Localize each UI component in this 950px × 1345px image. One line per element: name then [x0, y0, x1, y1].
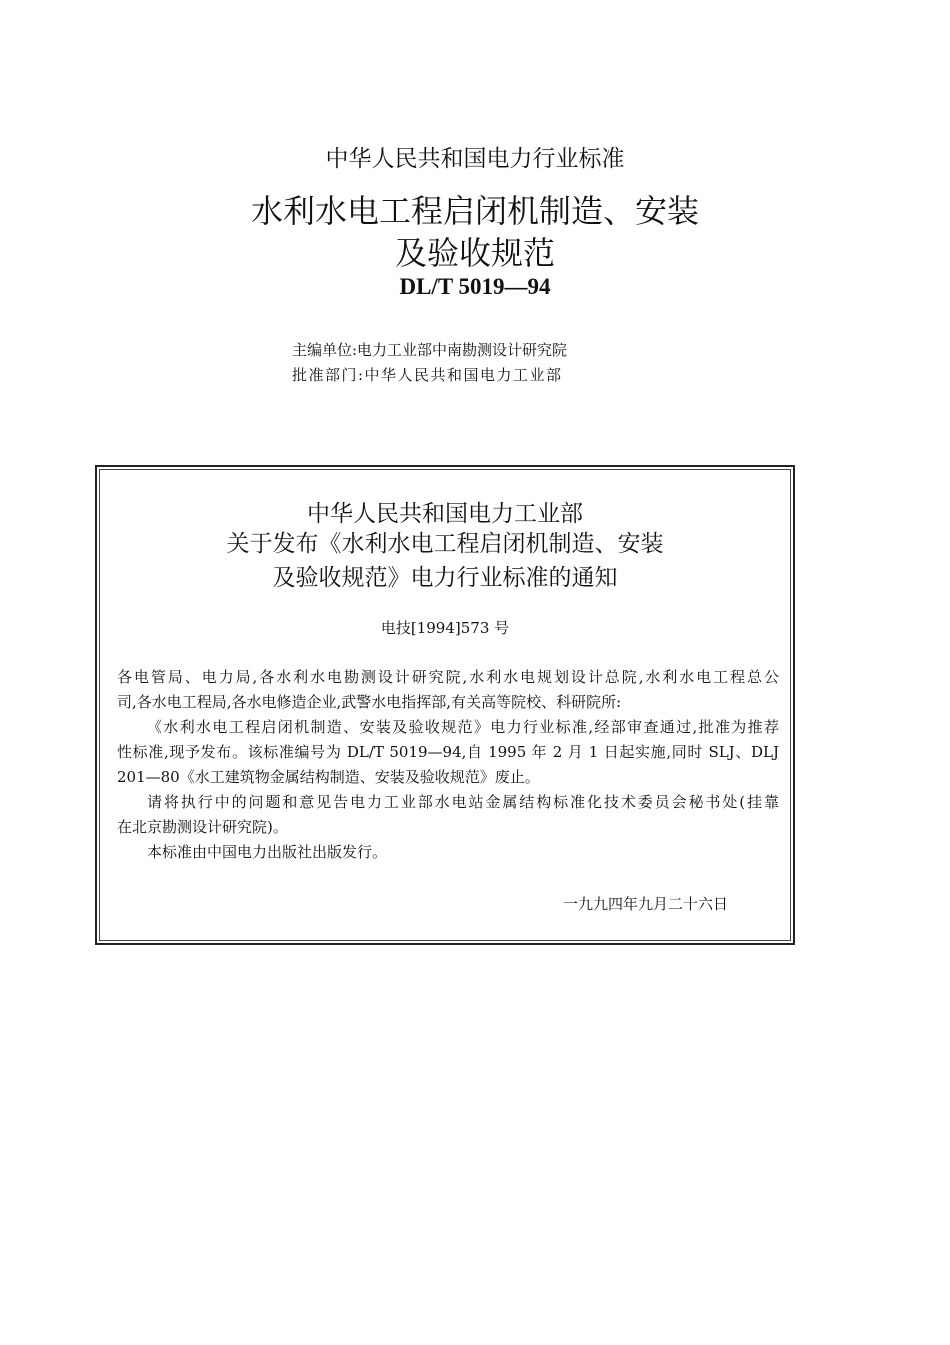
- standard-type: 中华人民共和国电力行业标准: [325, 146, 625, 172]
- notice-body-line: 本标准由中国电力出版社出版发行。: [147, 843, 388, 861]
- notice-body-line: 在北京勘测设计研究院)。: [117, 818, 288, 836]
- notice-body-line: 201—80《水工建筑物金属结构制造、安装及验收规范》废止。: [117, 768, 540, 786]
- notice-issuer: 中华人民共和国电力工业部: [307, 501, 583, 527]
- standard-code: DL/T 5019—94: [399, 274, 551, 299]
- standard-title-line-1: 水利水电工程启闭机制造、安装: [250, 192, 699, 230]
- notice-title-line-2: 及验收规范》电力行业标准的通知: [272, 565, 618, 591]
- notice-body-line: 性标准,现予发布。该标准编号为 DL/T 5019—94,自 1995 年 2 月 1 日起实施,同时 SLJ、DLJ: [117, 743, 779, 761]
- notice-date: 一九九四年九月二十六日: [563, 895, 729, 913]
- approving-department: 批准部门:中华人民共和国电力工业部: [292, 366, 563, 384]
- notice-body-line: 各电管局、电力局,各水利水电勘测设计研究院,水利水电规划设计总院,水利水电工程总公: [117, 668, 779, 686]
- notice-body-line: 请将执行中的问题和意见告电力工业部水电站金属结构标准化技术委员会秘书处(挂靠: [147, 793, 779, 811]
- notice-doc-number: 电技[1994]573 号: [380, 619, 510, 637]
- notice-body-line: 《水利水电工程启闭机制造、安装及验收规范》电力行业标准,经部审查通过,批准为推荐: [147, 718, 779, 736]
- notice-body-line: 司,各水电工程局,各水电修造企业,武警水电指挥部,有关高等院校、科研院所:: [117, 693, 622, 711]
- notice-box: [95, 465, 795, 945]
- standard-title-line-2: 及验收规范: [394, 234, 555, 272]
- editor-unit: 主编单位:电力工业部中南勘测设计研究院: [292, 341, 568, 359]
- notice-title-line-1: 关于发布《水利水电工程启闭机制造、安装: [226, 531, 664, 557]
